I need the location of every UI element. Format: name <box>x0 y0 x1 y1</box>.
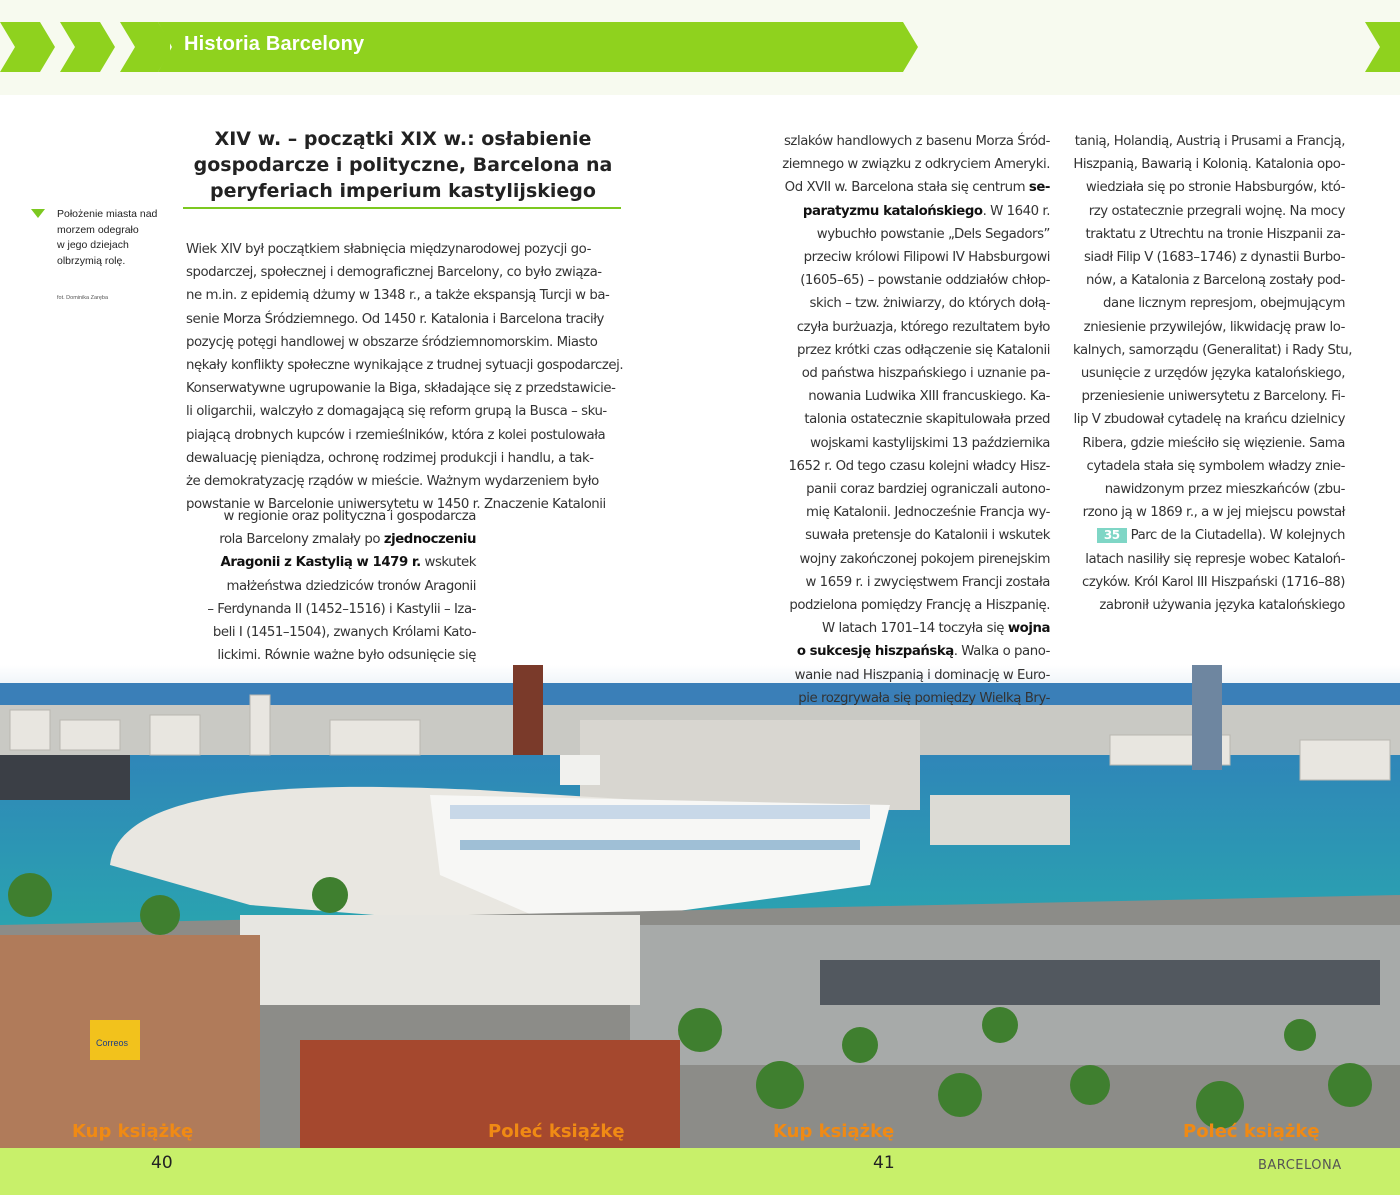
body-text: rola Barcelony zmalały po <box>219 532 384 548</box>
section-title: Historia Barcelony <box>184 33 365 55</box>
body-line: podzielona pomiędzy Francję a Hiszpanię. <box>789 598 1050 614</box>
caption-line: olbrzymią rolę. <box>57 254 126 267</box>
page-number-left: 40 <box>151 1153 173 1173</box>
bold-term: o sukcesję hiszpańską <box>796 644 954 660</box>
body-line: czyła burżuazja, którego rezultatem było <box>796 319 1050 335</box>
body-line: senie Morza Śródziemnego. Od 1450 r. Katalonia i Barcelona traciły <box>186 311 604 327</box>
photo-sign-text: Correos <box>96 1038 129 1048</box>
body-line: przeciw królowi Filipowi IV Habsburgowi <box>803 250 1050 266</box>
body-line <box>176 528 476 551</box>
bold-term: Aragonii z Kastylią w 1479 r. <box>220 555 421 571</box>
body-line: beli I (1451–1504), zwanych Królami Kato- <box>212 625 476 641</box>
bold-term: paratyzmu katalońskiego <box>802 203 983 219</box>
body-line: zniesienie przywilejów, likwidację praw lo- <box>1083 319 1345 335</box>
body-line: Ribera, gdzie mieściło się więzienie. Sama <box>1082 435 1345 451</box>
body-line: spodarczej, społecznej i demograficznej Barcelony, co było związa- <box>186 265 602 281</box>
body-line: – Ferdynanda II (1452–1516) i Kastylii – Iza- <box>207 601 476 617</box>
body-line: małżeństwa dziedziców tronów Aragonii <box>226 578 476 594</box>
body-line: siadł Filip V (1683–1746) z dynastii Burbo- <box>1083 250 1345 266</box>
body-text: Od XVII w. Barcelona stała się centrum <box>784 180 1029 196</box>
body-line: skich – tzw. żniwiarzy, do których dołą- <box>809 296 1050 312</box>
caption-arrow-icon <box>31 209 45 218</box>
heading-line: peryferiach imperium kastylijskiego <box>210 180 596 202</box>
body-line: Wiek XIV był początkiem słabnięcia międzynarodowej pozycji go- <box>186 242 591 257</box>
body-line: wybuchło powstanie „Dels Segadors” <box>816 226 1050 242</box>
body-line: przeniesienie uniwersytetu z Barcelony. Fi- <box>1081 389 1345 405</box>
body-text: . W 1640 r. <box>982 203 1050 219</box>
body-line: tanią, Holandią, Austrią i Prusami a Francją, <box>1074 134 1345 149</box>
body-text-column-1-continued <box>176 505 476 667</box>
body-line <box>780 617 1050 640</box>
chevron-decoration-icon <box>0 22 170 72</box>
heading-line: gospodarcze i polityczne, Barcelona na <box>193 154 613 176</box>
harbor-photo <box>0 665 1400 1155</box>
map-reference-badge[interactable]: 35 <box>1097 528 1127 543</box>
caption-line: w jego dziejach <box>57 239 129 251</box>
body-line: szlaków handlowych z basenu Morza Śród- <box>783 134 1050 149</box>
body-line: powstanie w Barcelonie uniwersytetu w 1450 r. Znaczenie Katalonii <box>186 497 606 513</box>
body-line: panii coraz bardziej ograniczali autono- <box>806 482 1050 498</box>
bold-term: wojna <box>1007 621 1050 637</box>
photo-credit: fot. Dominika Zaręba <box>57 295 109 301</box>
body-line: że demokratyzację rządów w mieście. Ważnym wydarzeniem było <box>186 474 599 490</box>
body-text: . Walka o pano- <box>953 644 1050 660</box>
body-line: dewaluację pieniądza, ochronę rodzimej produkcji i handlu, a tak- <box>186 450 594 466</box>
chapter-heading <box>183 126 623 204</box>
body-text: Parc de la Ciutadella). W kolejnych <box>1130 528 1345 544</box>
body-line: wojskami kastylijskimi 13 października <box>810 435 1050 451</box>
body-line: przez krótki czas odłączenie się Katalonii <box>797 342 1050 358</box>
body-line: piającą drobnych kupców i rzemieślników, która z kolei postulowała <box>186 427 606 443</box>
body-line: usunięcie z urzędów języka katalońskiego, <box>1080 366 1345 382</box>
page-number-right: 41 <box>873 1153 895 1173</box>
body-line: talonia ostatecznie skapitulowała przed <box>804 412 1050 428</box>
heading-line: XIV w. – początki XIX w.: osłabienie <box>214 128 592 150</box>
buy-book-link[interactable]: Kup książkę <box>773 1121 895 1142</box>
bold-term: se- <box>1028 180 1050 196</box>
body-line <box>176 551 476 574</box>
body-line: zabronił używania języka katalońskiego <box>1099 598 1345 614</box>
caption-line: Położenie miasta nad <box>57 208 158 220</box>
recommend-book-link[interactable]: Poleć książkę <box>488 1121 625 1142</box>
body-line: wanie nad Hiszpanią i dominację w Euro- <box>794 667 1050 683</box>
body-line <box>780 176 1050 199</box>
body-line: nękały konflikty społeczne wynikające z trudnej sytuacji gospodarczej. <box>186 358 624 374</box>
footer-band <box>0 1148 1400 1195</box>
body-line: Hiszpanią, Bawarią i Kolonią. Katalonia opo- <box>1073 157 1345 173</box>
bold-term: zjednoczeniu <box>383 532 476 548</box>
body-line: nawidzonym przez mieszkańców (zbu- <box>1104 482 1345 498</box>
body-line: mię Katalonii. Jednocześnie Francja wy- <box>805 505 1050 521</box>
heading-underline <box>183 207 621 209</box>
body-line <box>780 200 1050 223</box>
body-text-column-1 <box>186 238 624 516</box>
body-text-column-3 <box>1073 130 1352 617</box>
caption-line: morzem odegrało <box>57 223 139 236</box>
body-line: ne m.in. z epidemią dżumy w 1348 r., a także ekspansją Turcji w ba- <box>186 288 610 304</box>
body-line: w regionie oraz polityczna i gospodarcza <box>223 509 476 524</box>
body-line: cytadela stała się symbolem władzy znie- <box>1086 458 1345 474</box>
body-line: nowania Ludwika XIII francuskiego. Ka- <box>808 389 1050 405</box>
body-line <box>780 640 1050 663</box>
body-line: pozycję potęgi handlowej w obszarze śródziemnomorskim. Miasto <box>186 334 598 350</box>
body-line: kalnych, samorządu (Generalitat) i Rady Stu, <box>1073 342 1352 358</box>
body-line: lip V zbudował cytadelę na krańcu dzielnicy <box>1073 412 1345 428</box>
body-line: rzy ostatecznie przegrali wojnę. Na mocy <box>1088 203 1345 219</box>
body-line: latach nasiliły się represje wobec Kataloń- <box>1085 551 1345 567</box>
body-line: wiedziała się po stronie Habsburgów, któ- <box>1085 180 1345 196</box>
body-line: rzono ją w 1869 r., a w jej miejscu powstał <box>1082 505 1345 521</box>
body-line: czyków. Król Karol III Hiszpański (1716–88) <box>1081 574 1345 590</box>
body-line: 1652 r. Od tego czasu kolejni władcy Hisz- <box>788 458 1050 474</box>
body-line: wojny zakończonej pokojem pirenejskim <box>799 551 1050 567</box>
body-text-column-2 <box>780 130 1050 710</box>
buy-book-link[interactable]: Kup książkę <box>72 1121 194 1142</box>
body-line: ziemnego w związku z odkryciem Ameryki. <box>782 157 1050 173</box>
chevron-right-icon <box>1365 22 1400 72</box>
running-footer: BARCELONA <box>1258 1158 1342 1173</box>
body-line <box>1073 524 1345 547</box>
body-line: suwała pretensje do Katalonii i wskutek <box>805 528 1050 544</box>
body-line: Konserwatywne ugrupowanie la Biga, składające się z przedstawicie- <box>186 381 616 397</box>
body-line: od państwa hiszpańskiego i uznanie pa- <box>801 366 1050 382</box>
body-line: (1605–65) – powstanie oddziałów chłop- <box>800 273 1050 289</box>
body-text: wskutek <box>420 555 476 571</box>
photo-caption <box>57 207 157 269</box>
body-line: w 1659 r. i zwycięstwem Francji została <box>805 574 1050 590</box>
body-line: nów, a Katalonia z Barceloną zostały pod- <box>1085 273 1345 289</box>
recommend-book-link[interactable]: Poleć książkę <box>1183 1121 1320 1142</box>
body-line: traktatu z Utrechtu na tronie Hiszpanii za- <box>1085 226 1345 242</box>
body-line: dane licznym represjom, obejmującym <box>1103 296 1345 312</box>
body-line: li oligarchii, walczyło z domagającą się reform grupą la Busca – sku- <box>186 404 607 420</box>
body-line: lickimi. Równie ważne było odsunięcie się <box>217 648 476 664</box>
body-line: pie rozgrywała się pomiędzy Wielką Bry- <box>798 690 1050 706</box>
body-text: W latach 1701–14 toczyła się <box>822 621 1008 637</box>
